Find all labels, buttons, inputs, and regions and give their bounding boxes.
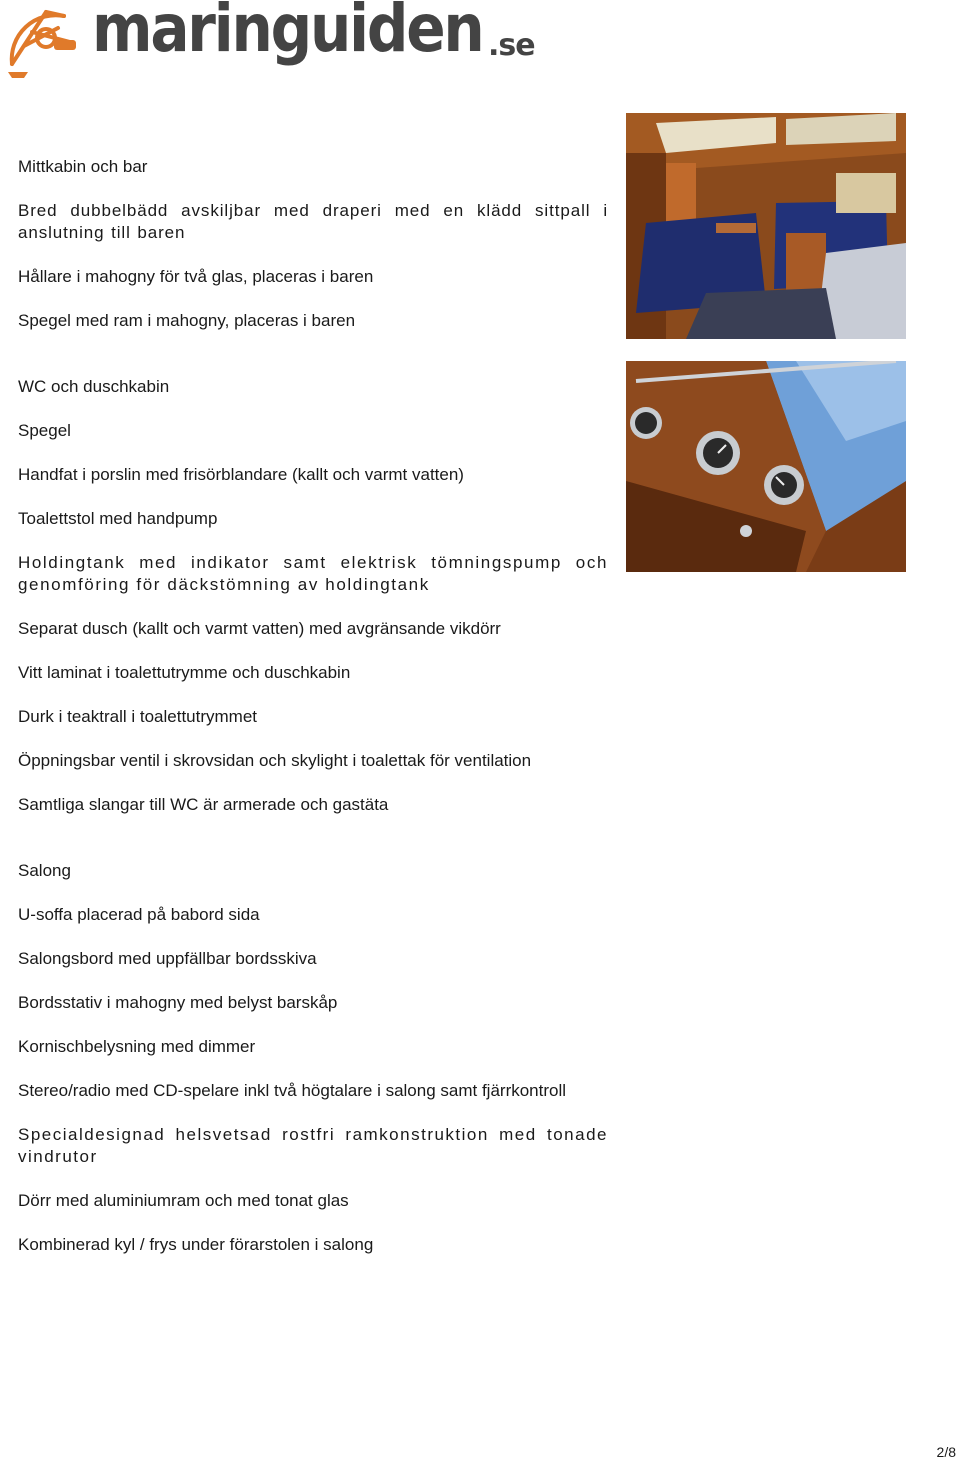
- list-item: Samtliga slangar till WC är armerade och gastäta: [18, 795, 389, 814]
- list-item: Dörr med aluminiumram och med tonat glas: [18, 1191, 349, 1210]
- logo-wordmark: maringuiden: [92, 0, 483, 67]
- list-item: Specialdesignad helsvetsad rostfri ramkonstruktion med tonade vindrutor: [18, 1125, 608, 1166]
- section-title: WC och duschkabin: [18, 377, 170, 396]
- list-item: Separat dusch (kallt och varmt vatten) med avgränsande vikdörr: [18, 619, 501, 638]
- list-item: Toalettstol med handpump: [18, 509, 218, 528]
- list-item: Hållare i mahogny för två glas, placeras i baren: [18, 267, 374, 286]
- list-item: Öppningsbar ventil i skrovsidan och skylight i toalettak för ventilation: [18, 751, 532, 770]
- section-title: Salong: [18, 861, 71, 880]
- list-item: Spegel: [18, 421, 71, 440]
- list-item: Bordsstativ i mahogny med belyst barskåp: [18, 993, 338, 1012]
- page-number: 2/8: [936, 1444, 956, 1460]
- logo-tld: .se: [488, 28, 535, 63]
- spec-list: [18, 156, 608, 1278]
- site-logo[interactable]: [4, 0, 534, 90]
- list-item: Salongsbord med uppfällbar bordsskiva: [18, 949, 317, 968]
- list-item: Bred dubbelbädd avskiljbar med draperi med en klädd sittpall i anslutning till baren: [18, 201, 608, 242]
- list-item: Holdingtank med indikator samt elektrisk tömningspump och genomföring för däckstömning av holdingtank: [18, 553, 608, 594]
- sextant-icon: [4, 2, 88, 80]
- list-item: Stereo/radio med CD-spelare inkl två högtalare i salong samt fjärrkontroll: [18, 1081, 567, 1100]
- list-item: Vitt laminat i toalettutrymme och duschkabin: [18, 663, 351, 682]
- list-item: Kombinerad kyl / frys under förarstolen i salong: [18, 1235, 374, 1254]
- instrument-gauges-photo: [626, 361, 906, 572]
- list-item: Kornischbelysning med dimmer: [18, 1037, 256, 1056]
- gauge-icon: [630, 407, 662, 439]
- list-item: Durk i teaktrall i toalettutrymmet: [18, 707, 258, 726]
- list-item: U-soffa placerad på babord sida: [18, 905, 260, 924]
- list-item: Handfat i porslin med frisörblandare (kallt och varmt vatten): [18, 465, 464, 484]
- cabin-interior-photo: [626, 113, 906, 339]
- section-title: Mittkabin och bar: [18, 157, 148, 176]
- list-item: Spegel med ram i mahogny, placeras i baren: [18, 311, 356, 330]
